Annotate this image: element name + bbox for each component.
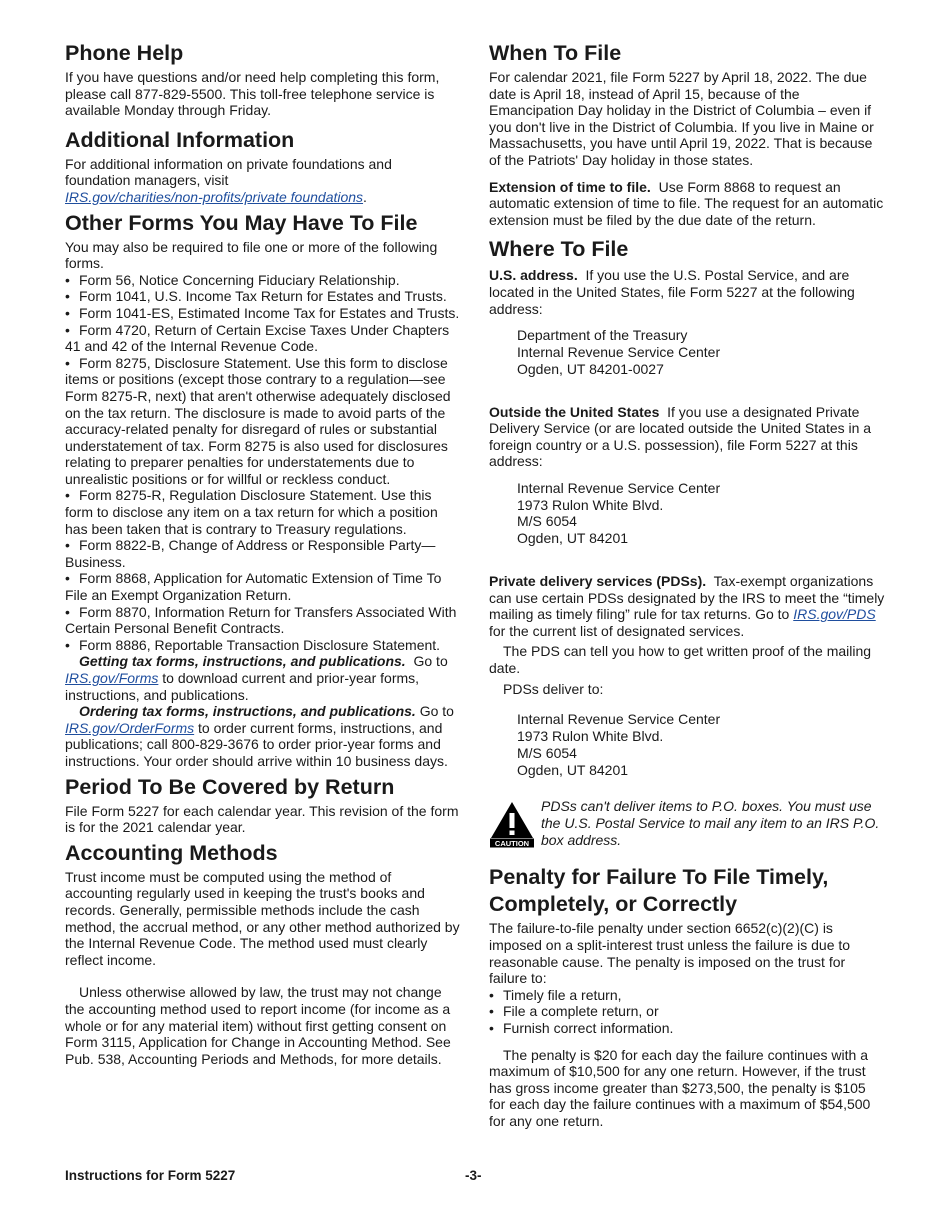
additional-info-heading: Additional Information	[65, 127, 295, 152]
form-list-item-text: Form 1041, U.S. Income Tax Return for Estates and Trusts.	[79, 288, 447, 305]
bullet-icon: •	[489, 1019, 494, 1036]
form-list-item	[65, 355, 461, 488]
penalty-list-item	[489, 1003, 885, 1020]
getting-forms-paragraph: Getting tax forms, instructions, and publications. Go to IRS.gov/Forms to download current and prior-year forms, instructions, and publications.	[65, 653, 448, 703]
when-to-file-heading: When To File	[489, 41, 622, 65]
other-forms-list	[65, 272, 461, 654]
accounting-body-1: Trust income must be computed using the method of accounting regularly used in keeping the trust's books and records. Generally, permissible methods include the cash method, the accrual method, or any other method authorized by the Internal Revenue Code. The method used must clearly reflect income.	[65, 868, 460, 968]
us-address-paragraph: U.S. address. If you use the U.S. Postal Service, and are located in the United States, file Form 5227 at the following address:	[489, 267, 855, 317]
right-column	[489, 40, 885, 1130]
footer-title: Instructions for Form 5227	[65, 1168, 236, 1183]
form-list-item-text: Form 8886, Reportable Transaction Disclosure Statement.	[79, 636, 441, 653]
form-list-item	[65, 305, 461, 322]
form-list-item	[65, 322, 461, 355]
form-list-item-text: Form 8870, Information Return for Transfers Associated With Certain Personal Benefit Contracts.	[65, 603, 457, 637]
penalty-list-item-text: Timely file a return,	[503, 986, 622, 1003]
irs-forms-link[interactable]: IRS.gov/Forms	[65, 670, 159, 686]
form-list-item	[65, 272, 461, 289]
bullet-icon: •	[65, 570, 70, 587]
bullet-icon: •	[65, 603, 70, 620]
bullet-icon: •	[65, 636, 70, 653]
bullet-icon: •	[65, 304, 70, 321]
form-list-item	[65, 487, 461, 537]
pds-deliver-paragraph: PDSs deliver to:	[503, 680, 604, 697]
form-list-item	[65, 637, 461, 654]
penalty-list-item-text: Furnish correct information.	[503, 1019, 674, 1036]
form-list-item-text: Form 1041-ES, Estimated Income Tax for Estates and Trusts.	[79, 304, 460, 321]
penalty-list-item-text: File a complete return, or	[503, 1003, 659, 1020]
page-number: -3-	[465, 1168, 482, 1183]
pds-paragraph: Private delivery services (PDSs). Tax-exempt organizations can use certain PDSs designated by the IRS to meet the “timely mailing as timely filing” rule for tax returns. Go to IRS.gov/PDS for the current list of designated services.	[489, 573, 885, 639]
form-list-item-text: Form 4720, Return of Certain Excise Taxes Under Chapters 41 and 42 of the Internal Revenue Code.	[65, 321, 450, 355]
form-list-item	[65, 570, 461, 603]
form-list-item-text: Form 8822-B, Change of Address or Responsible Party—Business.	[65, 537, 436, 570]
form-list-item-text: Form 8868, Application for Automatic Extension of Time To File an Exempt Organization Return.	[65, 570, 442, 604]
us-mailing-address: Department of the Treasury Internal Revenue Service Center Ogden, UT 84201-0027	[517, 327, 721, 377]
accounting-heading: Accounting Methods	[65, 840, 278, 865]
penalty-body: The failure-to-file penalty under section 6652(c)(2)(C) is imposed on a split-interest trust unless the failure is due to reasonable cause. The penalty is imposed on the trust for failure to:	[489, 920, 851, 987]
additional-info-body: For additional information on private foundations and foundation managers, visit IRS.gov/charities/non-profits/private foundations.	[65, 155, 392, 205]
bullet-icon: •	[489, 1003, 494, 1020]
irs-orderforms-link[interactable]: IRS.gov/OrderForms	[65, 719, 195, 736]
form-list-item	[65, 288, 461, 305]
penalty-heading: Penalty for Failure To File Timely, Completely, or Correctly	[489, 865, 829, 917]
bullet-icon: •	[65, 354, 70, 371]
caution-label: CAUTION	[494, 839, 530, 849]
phone-help-body: If you have questions and/or need help completing this form, please call 877-829-5500. This toll-free telephone service is available Monday through Friday.	[65, 69, 440, 119]
form-list-item	[65, 604, 461, 637]
caution-note	[489, 798, 885, 848]
phone-help-heading: Phone Help	[65, 41, 184, 65]
outside-us-paragraph: Outside the United States If you use a designated Private Delivery Service (or are located outside the United States in a foreign country or a U.S. possession), file Form 5227 at this address:	[489, 403, 872, 470]
page-footer	[65, 1168, 885, 1183]
pds-address: Internal Revenue Service Center 1973 Rulon White Blvd. M/S 6054 Ogden, UT 84201	[517, 711, 721, 778]
bullet-icon: •	[65, 271, 70, 288]
form-list-item-text: Form 8275, Disclosure Statement. Use this form to disclose items or positions (except those contrary to a regulation—see Form 8275-R, next) that aren't otherwise adequately disclosed on the tax return. The disclosure is made to avoid parts of the accuracy-related penalty for disregard of rules or substantial understatement of tax. Form 8275 is also used for disclosures relating to preparer penalties for understatements due to unrealistic positions or for willful or reckless conduct.	[65, 354, 451, 487]
period-body: File Form 5227 for each calendar year. This revision of the form is for the 2021 calendar year.	[65, 802, 459, 836]
ordering-forms-paragraph: Ordering tax forms, instructions, and publications. Go to IRS.gov/OrderForms to order current forms, instructions, and publications; call 800-829-3676 to order prior-year forms and instructions. Your order should arrive within 10 business days.	[65, 703, 454, 769]
when-to-file-body: For calendar 2021, file Form 5227 by April 18, 2022. The due date is April 18, instead of April 15, because of the Emancipation Day holiday in the District of Columbia – even if you don't live in the District of Columbia. If you live in Maine or Massachusetts, you have until April 19, 2022. That is because of the Patriots' Day holiday in those states.	[489, 69, 874, 168]
penalty-amount: The penalty is $20 for each day the failure continues with a maximum of $10,500 for any one return. However, if the trust has gross income greater than $273,500, the penalty is $105 for each day the failure continues with a maximum of $54,500 for any one return.	[489, 1046, 871, 1129]
penalty-list-item	[489, 987, 885, 1004]
form-list-item-text: Form 8275-R, Regulation Disclosure Statement. Use this form to disclose any item on a tax return for which a position has been taken that is contrary to Treasury regulations.	[65, 487, 438, 537]
left-column	[65, 40, 461, 1067]
bullet-icon: •	[65, 288, 70, 305]
pds-proof-paragraph: The PDS can tell you how to get written proof of the mailing date.	[489, 643, 872, 677]
irs-pds-link[interactable]: IRS.gov/PDS	[793, 606, 876, 623]
outside-us-address: Internal Revenue Service Center 1973 Rulon White Blvd. M/S 6054 Ogden, UT 84201	[517, 479, 721, 547]
bullet-icon: •	[65, 487, 70, 504]
bullet-icon: •	[65, 321, 70, 338]
private-foundations-link[interactable]: IRS.gov/charities/non-profits/private foundations	[65, 188, 364, 205]
bullet-icon: •	[489, 986, 494, 1003]
caution-text: PDSs can't deliver items to P.O. boxes. You must use the U.S. Postal Service to mail any item to an IRS P.O. box address.	[541, 798, 880, 848]
caution-icon	[489, 800, 535, 848]
period-heading: Period To Be Covered by Return	[65, 774, 395, 799]
penalty-list	[489, 987, 885, 1037]
bullet-icon: •	[65, 537, 70, 554]
where-to-file-heading: Where To File	[489, 237, 629, 262]
other-forms-heading: Other Forms You May Have To File	[65, 210, 418, 235]
form-list-item	[65, 537, 461, 570]
accounting-body-2: Unless otherwise allowed by law, the trust may not change the accounting method used to report income (for income as a whole or for any material item) without first getting consent on Form 3115, Application for Change in Accounting Method. See Pub. 538, Accounting Periods and Methods, for more details.	[65, 984, 451, 1067]
form-list-item-text: Form 56, Notice Concerning Fiduciary Relationship.	[79, 271, 400, 288]
other-forms-intro: You may also be required to file one or more of the following forms.	[65, 238, 438, 272]
extension-paragraph: Extension of time to file. Use Form 8868 to request an automatic extension of time to file. The request for an automatic extension must be filed by the due date of the return.	[489, 178, 884, 228]
penalty-list-item	[489, 1020, 885, 1037]
